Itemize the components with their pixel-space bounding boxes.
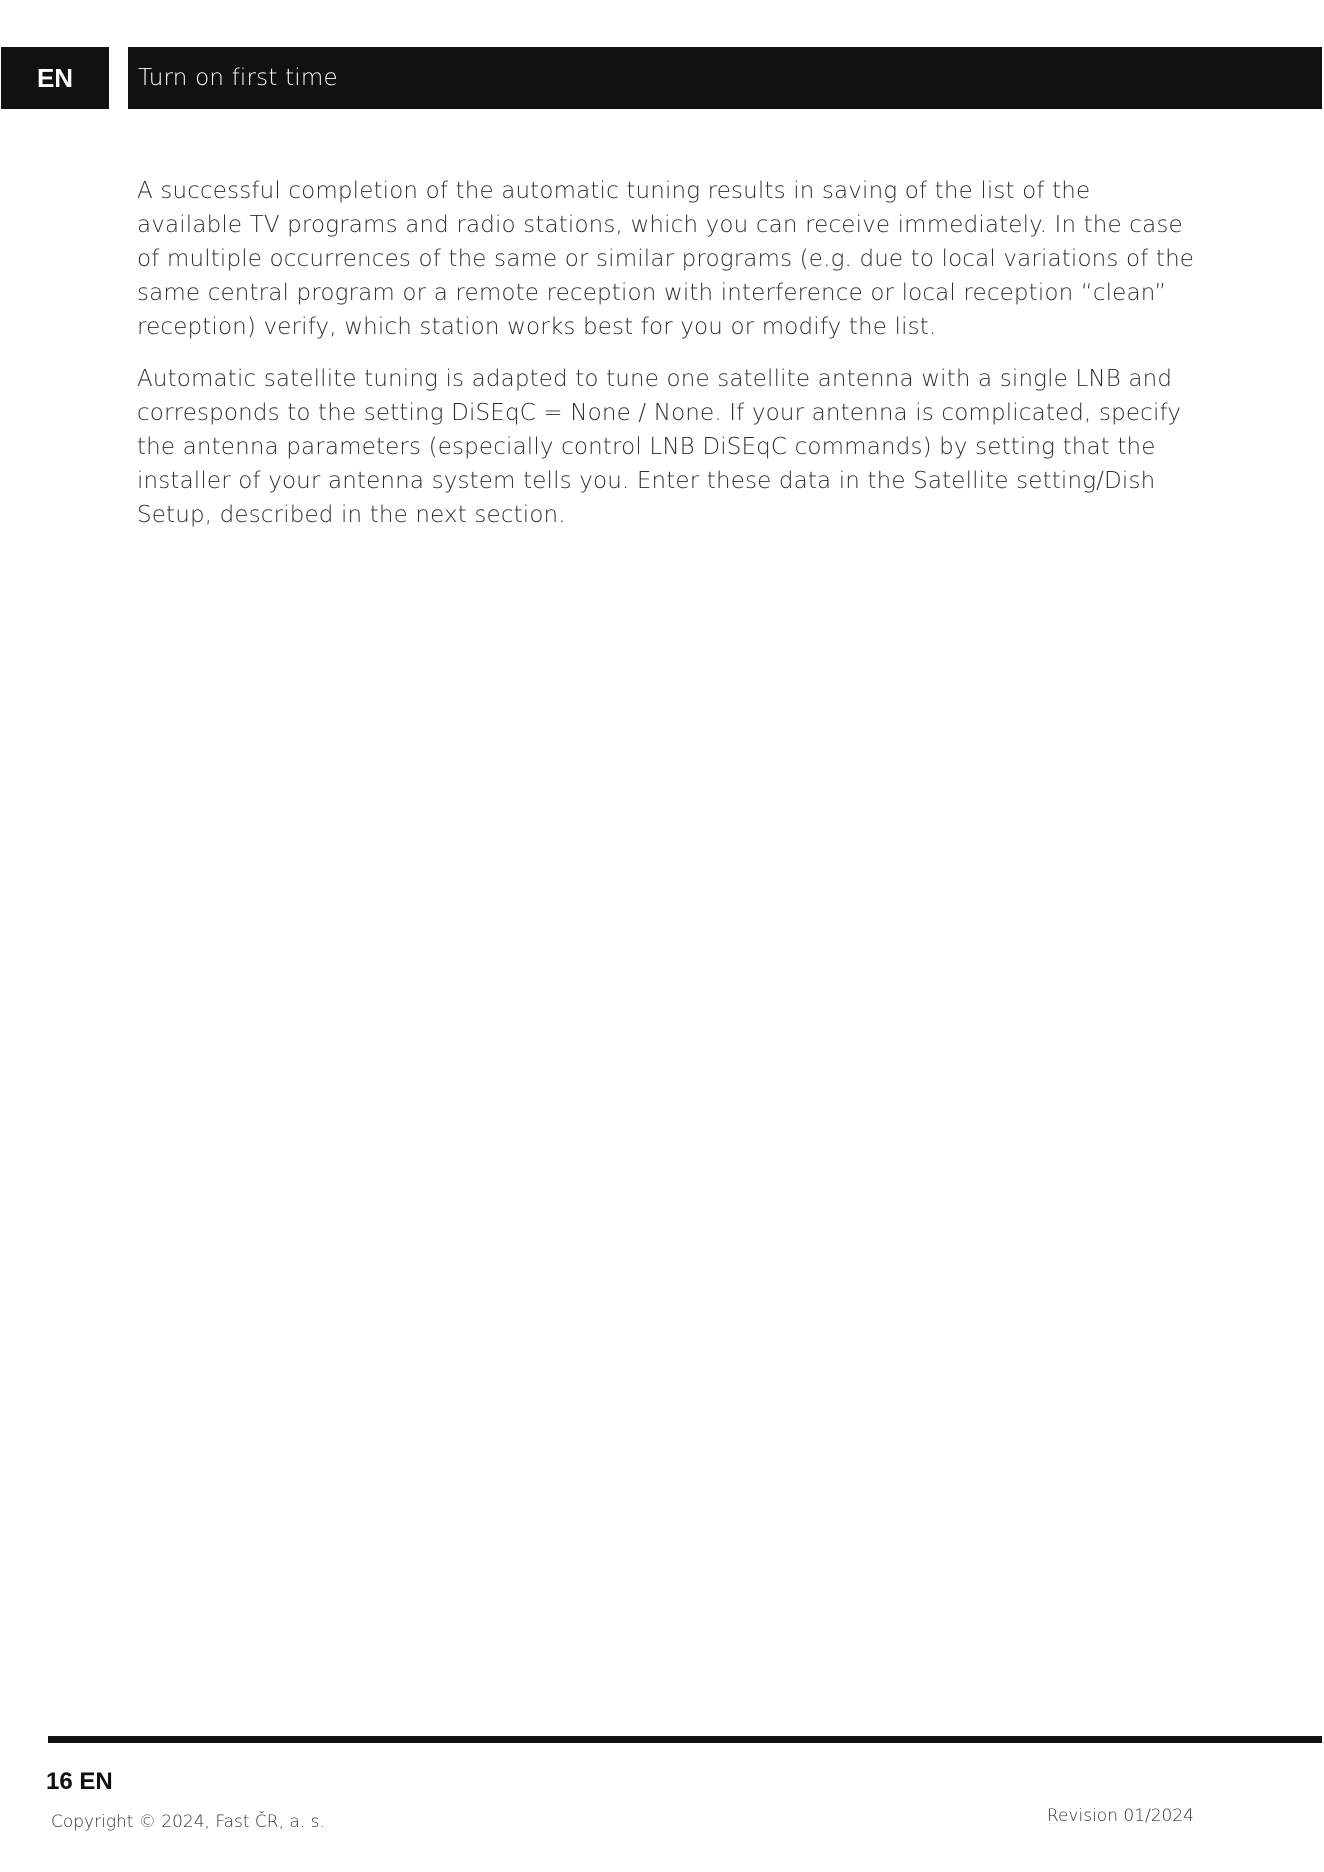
section-header-bar [128,47,1322,109]
page-number: 16 EN [46,1768,113,1795]
paragraph-satellite-tuning: Automatic satellite tuning is adapted to tune one satellite antenna with a single LNB and corresponds to the setting DiSEqC = None / None. If your antenna is complicated, specify the antenna parameters (especially control LNB DiSEqC commands) by setting that the installer of your antenna system tells you. Enter these data in the Satellite setting/Dish Setup, described in the next section. [137,366,1182,528]
section-title: Turn on first time [138,65,338,91]
paragraph-tuning-results: A successful completion of the automatic tuning results in saving of the list of the available TV programs and radio stations, which you can receive immediately. In the case of multiple occurrences of the same or similar programs (e.g. due to local variations of the same central program or a remote reception with interference or local reception “clean” reception) verify, which station works best for you or modify the list. [137,178,1195,340]
footer-divider [48,1736,1322,1743]
language-badge [1,47,109,109]
copyright-notice: Copyright © 2024, Fast ČR, a. s. [51,1812,325,1832]
language-label: EN [36,62,74,93]
body-content [137,174,1199,550]
revision-label: Revision 01/2024 [1046,1806,1194,1826]
